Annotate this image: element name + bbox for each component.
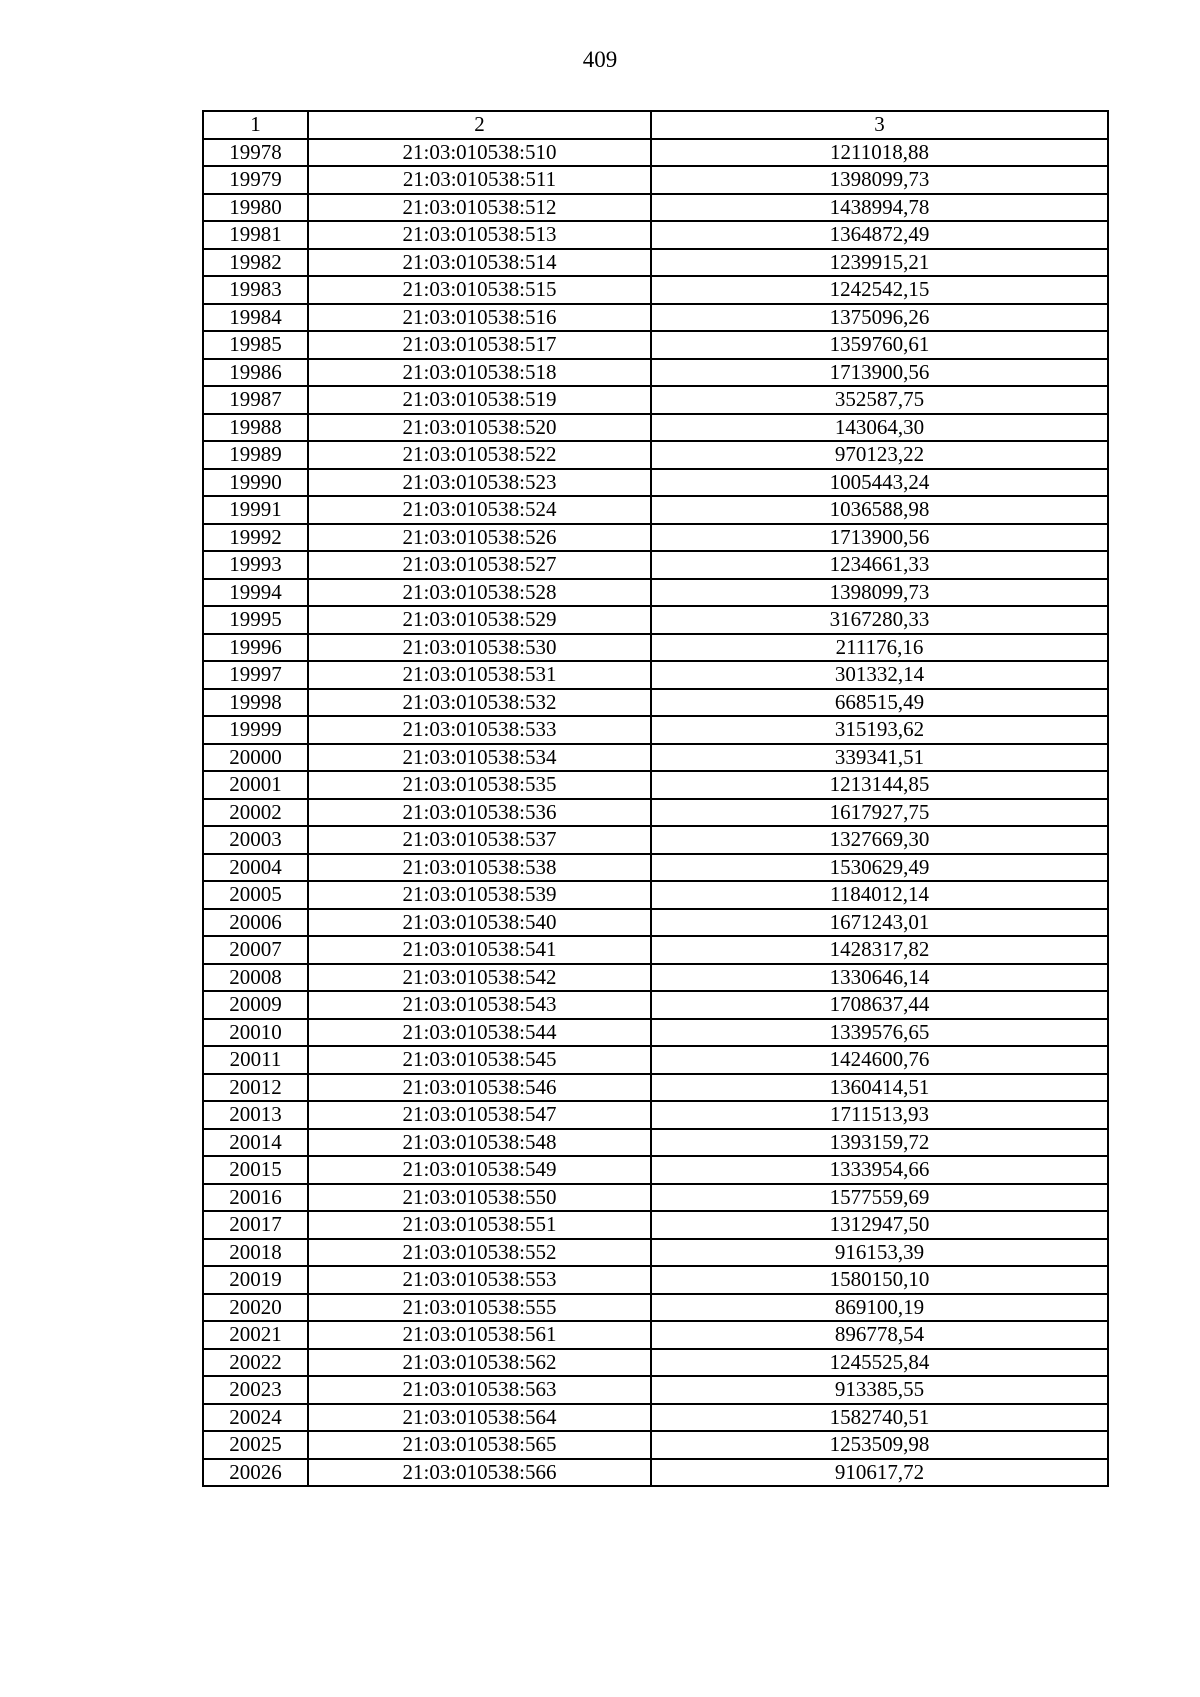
cadastral-value-cell: 869100,19 — [651, 1294, 1108, 1322]
cadastral-value-cell: 1234661,33 — [651, 551, 1108, 579]
cadastral-value-cell: 1580150,10 — [651, 1266, 1108, 1294]
column-header-3: 3 — [651, 111, 1108, 139]
cadastral-number-cell: 21:03:010538:534 — [308, 744, 651, 772]
cadastral-value-cell: 1438994,78 — [651, 194, 1108, 222]
cadastral-number-cell: 21:03:010538:553 — [308, 1266, 651, 1294]
table-row — [203, 661, 1108, 689]
table-row — [203, 441, 1108, 469]
cadastral-number-cell: 21:03:010538:511 — [308, 166, 651, 194]
table-body — [203, 139, 1108, 1487]
table-row — [203, 469, 1108, 497]
column-header-2: 2 — [308, 111, 651, 139]
cadastral-value-cell: 301332,14 — [651, 661, 1108, 689]
table-row — [203, 1211, 1108, 1239]
table-row — [203, 194, 1108, 222]
cadastral-value-cell: 1327669,30 — [651, 826, 1108, 854]
row-number-cell: 19986 — [203, 359, 308, 387]
cadastral-value-cell: 1582740,51 — [651, 1404, 1108, 1432]
cadastral-value-cell: 1253509,98 — [651, 1431, 1108, 1459]
row-number-cell: 20007 — [203, 936, 308, 964]
row-number-cell: 20008 — [203, 964, 308, 992]
cadastral-value-cell: 315193,62 — [651, 716, 1108, 744]
row-number-cell: 19990 — [203, 469, 308, 497]
row-number-cell: 20002 — [203, 799, 308, 827]
cadastral-value-cell: 352587,75 — [651, 386, 1108, 414]
table-row — [203, 771, 1108, 799]
table-row — [203, 1074, 1108, 1102]
cadastral-number-cell: 21:03:010538:563 — [308, 1376, 651, 1404]
table-row — [203, 1431, 1108, 1459]
row-number-cell: 20016 — [203, 1184, 308, 1212]
row-number-cell: 19987 — [203, 386, 308, 414]
cadastral-number-cell: 21:03:010538:538 — [308, 854, 651, 882]
cadastral-number-cell: 21:03:010538:517 — [308, 331, 651, 359]
cadastral-value-cell: 1713900,56 — [651, 359, 1108, 387]
row-number-cell: 19999 — [203, 716, 308, 744]
row-number-cell: 20024 — [203, 1404, 308, 1432]
row-number-cell: 19991 — [203, 496, 308, 524]
table-row — [203, 1184, 1108, 1212]
table-row — [203, 1376, 1108, 1404]
row-number-cell: 20019 — [203, 1266, 308, 1294]
row-number-cell: 20013 — [203, 1101, 308, 1129]
cadastral-value-cell: 1375096,26 — [651, 304, 1108, 332]
cadastral-value-cell: 913385,55 — [651, 1376, 1108, 1404]
cadastral-number-cell: 21:03:010538:515 — [308, 276, 651, 304]
row-number-cell: 20001 — [203, 771, 308, 799]
cadastral-number-cell: 21:03:010538:545 — [308, 1046, 651, 1074]
cadastral-number-cell: 21:03:010538:547 — [308, 1101, 651, 1129]
cadastral-value-cell: 668515,49 — [651, 689, 1108, 717]
cadastral-value-cell: 1005443,24 — [651, 469, 1108, 497]
cadastral-number-cell: 21:03:010538:522 — [308, 441, 651, 469]
row-number-cell: 19983 — [203, 276, 308, 304]
cadastral-value-cell: 1364872,49 — [651, 221, 1108, 249]
cadastral-value-cell: 1530629,49 — [651, 854, 1108, 882]
row-number-cell: 19982 — [203, 249, 308, 277]
cadastral-number-cell: 21:03:010538:529 — [308, 606, 651, 634]
table-header — [203, 111, 1108, 139]
cadastral-value-cell: 910617,72 — [651, 1459, 1108, 1487]
cadastral-number-cell: 21:03:010538:510 — [308, 139, 651, 167]
table-row — [203, 249, 1108, 277]
row-number-cell: 20009 — [203, 991, 308, 1019]
table-row — [203, 1266, 1108, 1294]
cadastral-number-cell: 21:03:010538:530 — [308, 634, 651, 662]
header-row — [203, 111, 1108, 139]
cadastral-number-cell: 21:03:010538:535 — [308, 771, 651, 799]
cadastral-value-cell: 211176,16 — [651, 634, 1108, 662]
table-row — [203, 909, 1108, 937]
cadastral-value-cell: 1711513,93 — [651, 1101, 1108, 1129]
cadastral-number-cell: 21:03:010538:536 — [308, 799, 651, 827]
cadastral-number-cell: 21:03:010538:526 — [308, 524, 651, 552]
row-number-cell: 19992 — [203, 524, 308, 552]
row-number-cell: 19989 — [203, 441, 308, 469]
table-row — [203, 579, 1108, 607]
table-row — [203, 716, 1108, 744]
row-number-cell: 20023 — [203, 1376, 308, 1404]
row-number-cell: 20011 — [203, 1046, 308, 1074]
cadastral-number-cell: 21:03:010538:539 — [308, 881, 651, 909]
table-row — [203, 524, 1108, 552]
table-row — [203, 496, 1108, 524]
cadastral-value-cell: 1184012,14 — [651, 881, 1108, 909]
row-number-cell: 20017 — [203, 1211, 308, 1239]
cadastral-number-cell: 21:03:010538:566 — [308, 1459, 651, 1487]
cadastral-value-cell: 1359760,61 — [651, 331, 1108, 359]
table-row — [203, 881, 1108, 909]
cadastral-number-cell: 21:03:010538:548 — [308, 1129, 651, 1157]
row-number-cell: 20018 — [203, 1239, 308, 1267]
cadastral-value-cell: 1713900,56 — [651, 524, 1108, 552]
cadastral-number-cell: 21:03:010538:541 — [308, 936, 651, 964]
cadastral-value-cell: 1239915,21 — [651, 249, 1108, 277]
page-number: 409 — [582, 47, 618, 72]
cadastral-value-cell: 896778,54 — [651, 1321, 1108, 1349]
table-row — [203, 634, 1108, 662]
cadastral-number-cell: 21:03:010538:551 — [308, 1211, 651, 1239]
cadastral-number-cell: 21:03:010538:543 — [308, 991, 651, 1019]
cadastral-value-cell: 1312947,50 — [651, 1211, 1108, 1239]
table-row — [203, 964, 1108, 992]
cadastral-number-cell: 21:03:010538:520 — [308, 414, 651, 442]
row-number-cell: 20012 — [203, 1074, 308, 1102]
row-number-cell: 20000 — [203, 744, 308, 772]
cadastral-value-cell: 1036588,98 — [651, 496, 1108, 524]
cadastral-value-cell: 1671243,01 — [651, 909, 1108, 937]
table-row — [203, 689, 1108, 717]
cadastral-number-cell: 21:03:010538:531 — [308, 661, 651, 689]
row-number-cell: 19994 — [203, 579, 308, 607]
cadastral-value-cell: 1245525,84 — [651, 1349, 1108, 1377]
table-row — [203, 1459, 1108, 1487]
row-number-cell: 20022 — [203, 1349, 308, 1377]
cadastral-value-cell: 143064,30 — [651, 414, 1108, 442]
row-number-cell: 20015 — [203, 1156, 308, 1184]
cadastral-number-cell: 21:03:010538:532 — [308, 689, 651, 717]
row-number-cell: 19978 — [203, 139, 308, 167]
cadastral-value-cell: 1428317,82 — [651, 936, 1108, 964]
table-row — [203, 854, 1108, 882]
cadastral-number-cell: 21:03:010538:518 — [308, 359, 651, 387]
cadastral-number-cell: 21:03:010538:528 — [308, 579, 651, 607]
table-row — [203, 606, 1108, 634]
row-number-cell: 20020 — [203, 1294, 308, 1322]
cadastral-value-cell: 1617927,75 — [651, 799, 1108, 827]
table-row — [203, 166, 1108, 194]
cadastral-number-cell: 21:03:010538:542 — [308, 964, 651, 992]
row-number-cell: 20010 — [203, 1019, 308, 1047]
cadastral-number-cell: 21:03:010538:519 — [308, 386, 651, 414]
cadastral-number-cell: 21:03:010538:514 — [308, 249, 651, 277]
table-row — [203, 1239, 1108, 1267]
cadastral-value-cell: 1211018,88 — [651, 139, 1108, 167]
row-number-cell: 19997 — [203, 661, 308, 689]
table-row — [203, 304, 1108, 332]
cadastral-value-cell: 1424600,76 — [651, 1046, 1108, 1074]
table-row — [203, 1349, 1108, 1377]
row-number-cell: 19979 — [203, 166, 308, 194]
cadastral-value-cell: 970123,22 — [651, 441, 1108, 469]
cadastral-number-cell: 21:03:010538:565 — [308, 1431, 651, 1459]
cadastral-value-cell: 1398099,73 — [651, 166, 1108, 194]
cadastral-number-cell: 21:03:010538:523 — [308, 469, 651, 497]
row-number-cell: 19998 — [203, 689, 308, 717]
cadastral-value-cell: 1242542,15 — [651, 276, 1108, 304]
table-row — [203, 991, 1108, 1019]
table-row — [203, 826, 1108, 854]
table-row — [203, 276, 1108, 304]
table-row — [203, 744, 1108, 772]
row-number-cell: 20006 — [203, 909, 308, 937]
row-number-cell: 19996 — [203, 634, 308, 662]
row-number-cell: 20004 — [203, 854, 308, 882]
cadastral-number-cell: 21:03:010538:552 — [308, 1239, 651, 1267]
cadastral-value-cell: 1333954,66 — [651, 1156, 1108, 1184]
row-number-cell: 19980 — [203, 194, 308, 222]
table-row — [203, 1129, 1108, 1157]
cadastral-number-cell: 21:03:010538:546 — [308, 1074, 651, 1102]
table-row — [203, 1019, 1108, 1047]
cadastral-number-cell: 21:03:010538:544 — [308, 1019, 651, 1047]
table-row — [203, 139, 1108, 167]
cadastral-number-cell: 21:03:010538:561 — [308, 1321, 651, 1349]
cadastral-value-table — [202, 110, 1109, 1487]
cadastral-number-cell: 21:03:010538:540 — [308, 909, 651, 937]
row-number-cell: 19984 — [203, 304, 308, 332]
cadastral-number-cell: 21:03:010538:564 — [308, 1404, 651, 1432]
table-row — [203, 414, 1108, 442]
table-row — [203, 1046, 1108, 1074]
row-number-cell: 19981 — [203, 221, 308, 249]
row-number-cell: 20025 — [203, 1431, 308, 1459]
row-number-cell: 19985 — [203, 331, 308, 359]
cadastral-number-cell: 21:03:010538:516 — [308, 304, 651, 332]
cadastral-value-cell: 1360414,51 — [651, 1074, 1108, 1102]
table-row — [203, 1294, 1108, 1322]
table-row — [203, 551, 1108, 579]
row-number-cell: 19995 — [203, 606, 308, 634]
table-row — [203, 799, 1108, 827]
cadastral-number-cell: 21:03:010538:550 — [308, 1184, 651, 1212]
row-number-cell: 19993 — [203, 551, 308, 579]
row-number-cell: 20005 — [203, 881, 308, 909]
row-number-cell: 19988 — [203, 414, 308, 442]
row-number-cell: 20003 — [203, 826, 308, 854]
cadastral-number-cell: 21:03:010538:549 — [308, 1156, 651, 1184]
column-header-1: 1 — [203, 111, 308, 139]
cadastral-number-cell: 21:03:010538:555 — [308, 1294, 651, 1322]
cadastral-number-cell: 21:03:010538:512 — [308, 194, 651, 222]
cadastral-value-cell: 1398099,73 — [651, 579, 1108, 607]
table-row — [203, 386, 1108, 414]
table-row — [203, 359, 1108, 387]
cadastral-number-cell: 21:03:010538:533 — [308, 716, 651, 744]
cadastral-value-cell: 1339576,65 — [651, 1019, 1108, 1047]
cadastral-number-cell: 21:03:010538:524 — [308, 496, 651, 524]
cadastral-value-cell: 1330646,14 — [651, 964, 1108, 992]
cadastral-value-cell: 3167280,33 — [651, 606, 1108, 634]
cadastral-value-cell: 1708637,44 — [651, 991, 1108, 1019]
cadastral-number-cell: 21:03:010538:513 — [308, 221, 651, 249]
row-number-cell: 20014 — [203, 1129, 308, 1157]
cadastral-value-cell: 1213144,85 — [651, 771, 1108, 799]
table-row — [203, 221, 1108, 249]
cadastral-value-cell: 1577559,69 — [651, 1184, 1108, 1212]
row-number-cell: 20021 — [203, 1321, 308, 1349]
row-number-cell: 20026 — [203, 1459, 308, 1487]
cadastral-number-cell: 21:03:010538:562 — [308, 1349, 651, 1377]
table-row — [203, 331, 1108, 359]
table-row — [203, 1101, 1108, 1129]
cadastral-number-cell: 21:03:010538:527 — [308, 551, 651, 579]
cadastral-number-cell: 21:03:010538:537 — [308, 826, 651, 854]
cadastral-value-cell: 916153,39 — [651, 1239, 1108, 1267]
table-row — [203, 936, 1108, 964]
table-row — [203, 1156, 1108, 1184]
cadastral-value-cell: 339341,51 — [651, 744, 1108, 772]
table-row — [203, 1321, 1108, 1349]
cadastral-value-cell: 1393159,72 — [651, 1129, 1108, 1157]
table-row — [203, 1404, 1108, 1432]
